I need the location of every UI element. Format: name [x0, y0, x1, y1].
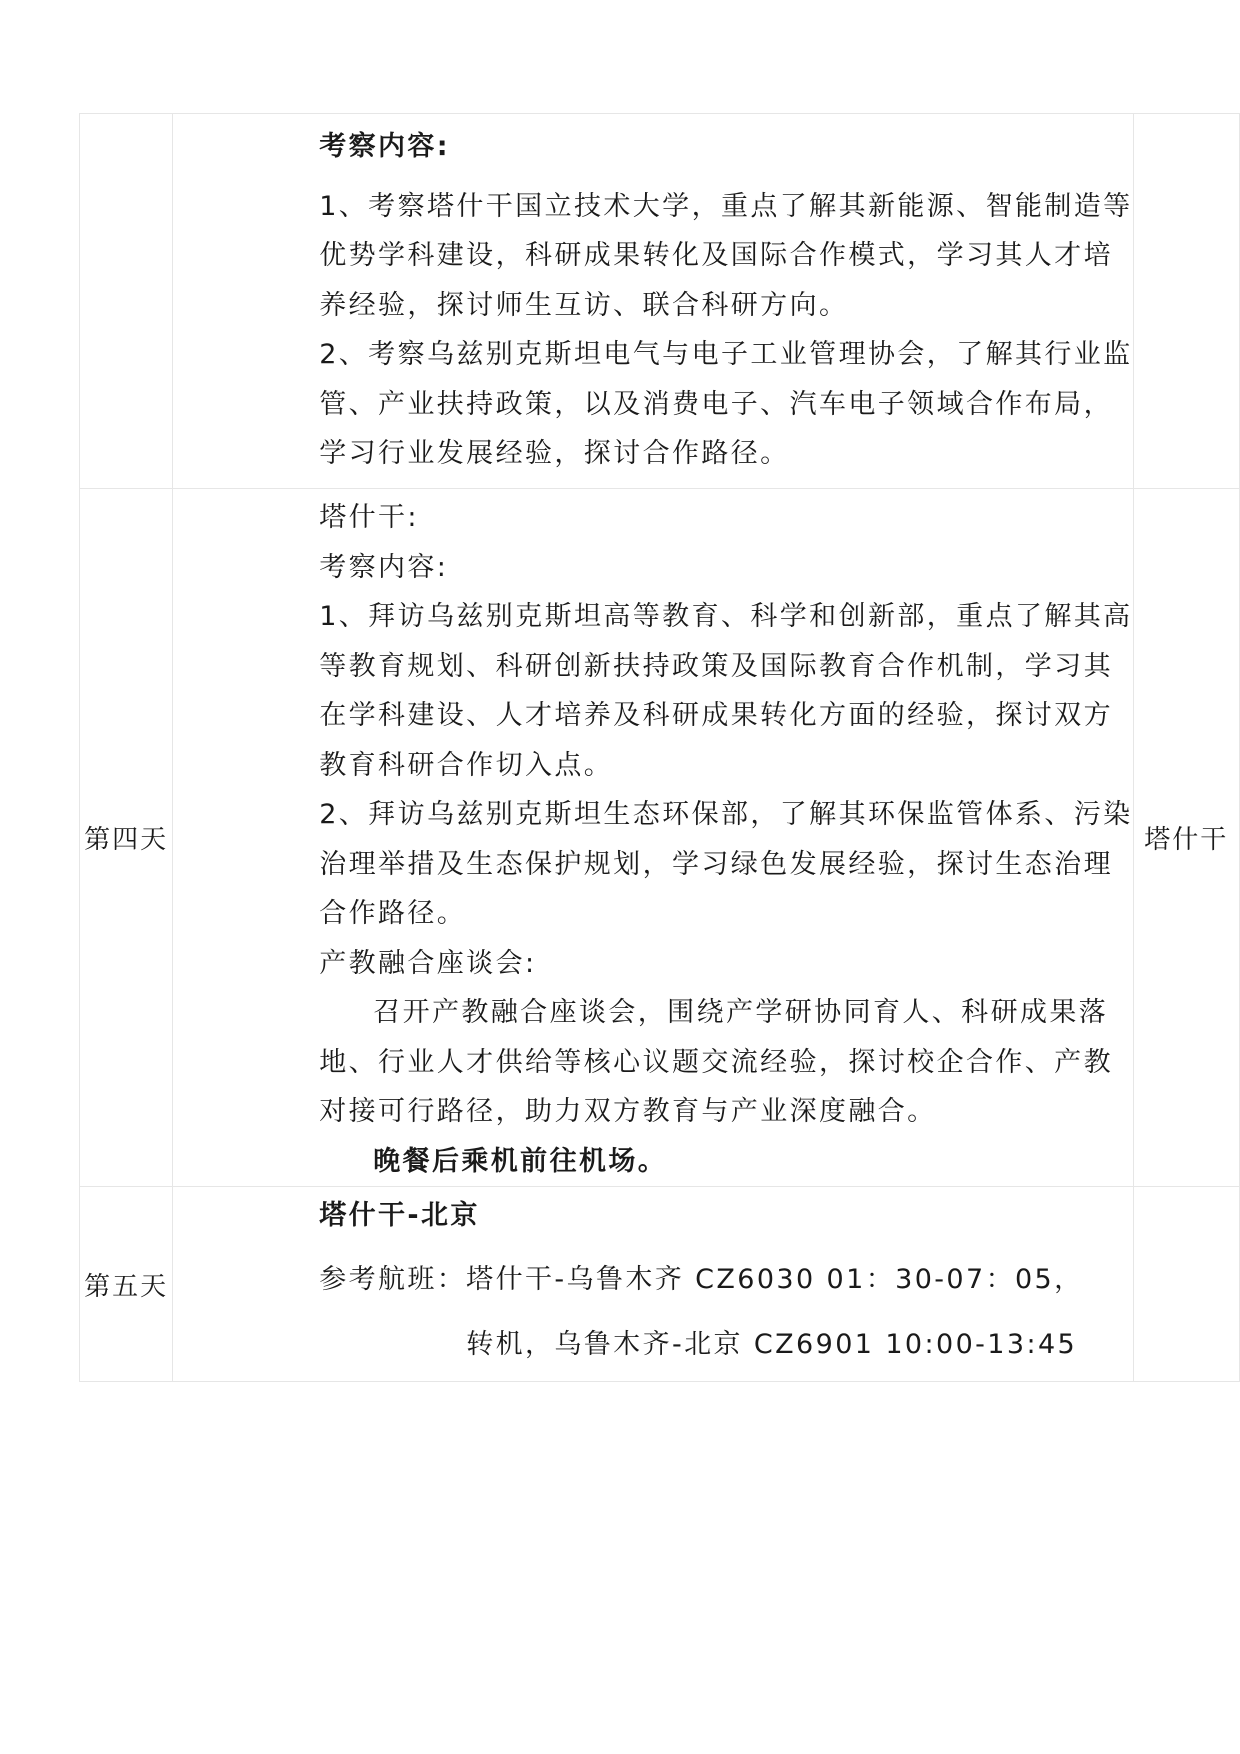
itinerary-row: [80, 1187, 1240, 1382]
paragraph-line: 1、拜访乌兹别克斯坦高等教育、科学和创新部，重点了解其高: [319, 601, 1133, 632]
section-heading: 考察内容:: [319, 131, 450, 162]
place-cell: 塔什干: [1133, 489, 1239, 1187]
paragraph-line: 教育科研合作切入点。: [319, 749, 614, 781]
itinerary-row: [80, 114, 1240, 489]
content-cell: [173, 114, 1133, 489]
paragraph-line: 等教育规划、科研创新扶持政策及国际教育合作机制，学习其: [319, 650, 1113, 682]
section-heading: 产教融合座谈会:: [319, 947, 537, 979]
paragraph-line: 养经验，探讨师生互访、联合科研方向。: [319, 289, 849, 321]
flight-line: 参考航班：塔什干-乌鲁木齐 CZ6030 01：30-07：05，: [319, 1263, 1084, 1295]
place-cell: [1133, 1187, 1239, 1382]
day-cell: 第四天: [80, 489, 173, 1187]
itinerary-table: [79, 113, 1240, 1382]
paragraph-line: 召开产教融合座谈会，围绕产学研协同育人、科研成果落: [373, 997, 1109, 1028]
day-cell: [80, 114, 173, 489]
section-heading: 考察内容:: [319, 551, 449, 583]
route-heading: 塔什干-北京: [319, 1200, 480, 1231]
paragraph-line: 合作路径。: [319, 898, 467, 929]
day-cell: 第五天: [80, 1187, 173, 1382]
paragraph-line: 1、考察塔什干国立技术大学，重点了解其新能源、智能制造等: [319, 190, 1133, 222]
paragraph-line: 在学科建设、人才培养及科研成果转化方面的经验，探讨双方: [319, 700, 1113, 731]
paragraph-line: 对接可行路径，助力双方教育与产业深度融合。: [319, 1096, 937, 1127]
paragraph-line: 管、产业扶持政策，以及消费电子、汽车电子领域合作布局，: [319, 388, 1113, 420]
place-cell: [1133, 114, 1239, 489]
note-line: 晚餐后乘机前往机场。: [373, 1145, 668, 1177]
paragraph-line: 2、拜访乌兹别克斯坦生态环保部，了解其环保监管体系、污染: [319, 799, 1133, 830]
paragraph-line: 治理举措及生态保护规划，学习绿色发展经验，探讨生态治理: [319, 848, 1113, 880]
city-label: 塔什干:: [319, 502, 419, 533]
flight-line: 转机，乌鲁木齐-北京 CZ6901 10:00-13:45: [466, 1329, 1078, 1360]
paragraph-line: 地、行业人才供给等核心议题交流经验，探讨校企合作、产教: [319, 1046, 1113, 1078]
paragraph-line: 优势学科建设，科研成果转化及国际合作模式，学习其人才培: [319, 240, 1113, 271]
content-cell: [173, 1187, 1133, 1382]
content-cell: [173, 489, 1133, 1187]
paragraph-line: 学习行业发展经验，探讨合作路径。: [319, 438, 790, 469]
paragraph-line: 2、考察乌兹别克斯坦电气与电子工业管理协会，了解其行业监: [319, 339, 1133, 370]
itinerary-row: [80, 489, 1240, 1187]
